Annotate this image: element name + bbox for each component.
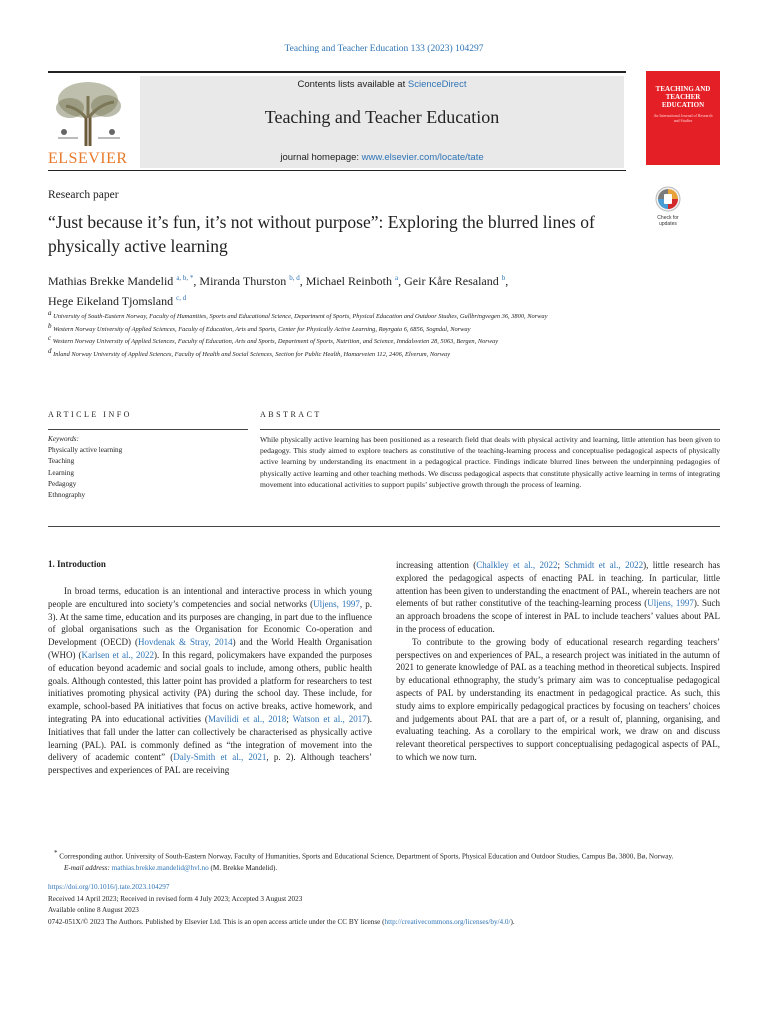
email-link[interactable]: mathias.brekke.mandelid@hvl.no bbox=[111, 863, 209, 872]
affiliation-text: Inland Norway University of Applied Sciences, Faculty of Health and Social Sciences, Section for Public Health, Hamarveien 112, 2406, Elverum, Norway bbox=[53, 351, 451, 358]
citation-link[interactable]: Daly-Smith et al., 2021 bbox=[173, 752, 267, 763]
paper-type: Research paper bbox=[48, 189, 119, 201]
keyword-item: Ethnography bbox=[48, 491, 86, 500]
affiliation-marker: a bbox=[48, 309, 52, 317]
author-affiliation-marker[interactable]: a, b, * bbox=[176, 274, 194, 282]
paragraph-text: ), little research has explored the pedagogical aspects of enacting PAL in teaching. In particular, little attention has been given to understanding the enactment of PAL, wherein teachers are not elements of but rather constitutive of the teaching-learning process ( bbox=[396, 560, 720, 609]
author-list: Mathias Brekke Mandelid $^{a, b, *}$, Miranda Thurston $^{b, d}$, Michael Reinboth $^a$, Geir Kåre Resaland $^b$, Hege Eikeland Tjomsland $^{c, d}$ bbox=[48, 274, 509, 308]
paragraph-text: , p. 2). Although teachers’ perspectives and experiences of PAL are receiving bbox=[48, 752, 372, 776]
affiliation-item bbox=[48, 322, 628, 335]
affiliation-text: Western Norway University of Applied Sciences, Faculty of Education, Arts and Sports, Department of Sports, Nutrition, and Science, Inndalsveien 28, 5063, Bergen, Norway bbox=[52, 338, 499, 346]
affiliation-item bbox=[48, 347, 628, 360]
doi-link[interactable]: https://doi.org/10.1016/j.tate.2023.104297 bbox=[48, 883, 170, 892]
email-label: E-mail address: bbox=[64, 863, 110, 872]
citation-link[interactable]: Karlsen et al., 2022 bbox=[81, 649, 154, 660]
footnote-marker: * bbox=[54, 849, 58, 857]
author-name: Mathias Brekke Mandelid bbox=[48, 274, 174, 288]
paper-title: “Just because it’s fun, it’s not without purpose”: Exploring the blurred lines of physically active learning bbox=[48, 212, 595, 256]
citation-link[interactable]: Schmidt et al., 2022 bbox=[564, 560, 644, 570]
cover-subtitle: An International Journal of Research and Studies bbox=[653, 113, 713, 123]
abstract-heading: ABSTRACT bbox=[260, 410, 322, 419]
body-column-right bbox=[396, 559, 720, 764]
keyword-item: Pedagogy bbox=[48, 479, 77, 488]
email-suffix: (M. Brekke Mandelid). bbox=[208, 863, 278, 872]
affiliation-text: University of South-Eastern Norway, Faculty of Humanities, Sports and Educational Science, Department of Sports, Physical Education and Outdoor Studies, Gullbringvegen 36, 3800, Norway bbox=[53, 313, 548, 321]
homepage-prefix: journal homepage: bbox=[280, 152, 362, 163]
elsevier-wordmark: ELSEVIER bbox=[48, 150, 128, 167]
paragraph-text: ; bbox=[557, 560, 565, 570]
keywords-label: Keywords: bbox=[48, 435, 79, 443]
paragraph-text: In broad terms, education is an intentional and interactive process in which young people are encultured into society’s competencies and social networks ( bbox=[48, 586, 372, 609]
email-note bbox=[48, 863, 720, 875]
paragraph bbox=[396, 559, 720, 636]
affiliation-item bbox=[48, 309, 628, 322]
copyright-line bbox=[48, 917, 720, 929]
journal-cover-thumbnail bbox=[646, 71, 720, 165]
affiliation-marker: b bbox=[48, 321, 52, 330]
affiliation-marker: c bbox=[48, 334, 52, 343]
corresponding-author-note bbox=[48, 848, 720, 863]
affiliations bbox=[48, 309, 628, 360]
paragraph-text: ). In this regard, policymakers have expanded the purposes of education beyond academic and social goals to include, among others, public health goals. Although contested, this latter point has provided a platform for researchers to test initiatives promoting physical activity (PA) during the school day. These include, for example, school-based PA initiatives that focus on active breaks, active homework, and integrating PA into educational activities ( bbox=[48, 649, 372, 724]
keywords-block bbox=[48, 434, 122, 501]
affiliation-text: Western Norway University of Applied Sciences, Faculty of Education, Arts and Sports, Center for Physically Active Learning, Røyrgata 6, 6856, Sogndal, Norway bbox=[53, 325, 471, 333]
header-rule-top bbox=[48, 71, 626, 73]
cover-title: TEACHING AND TEACHER EDUCATION bbox=[655, 85, 711, 109]
citation-link[interactable]: Uljens, 1997 bbox=[313, 598, 360, 609]
abstract-end-rule bbox=[48, 526, 720, 527]
check-for-updates-label: Check for updates bbox=[657, 215, 679, 227]
footnotes bbox=[48, 848, 720, 928]
contents-availability bbox=[140, 79, 624, 90]
license-link[interactable]: http://creativecommons.org/licenses/by/4.0/ bbox=[384, 917, 511, 926]
paragraph-text: , p. 3). At the same time, education and its purposes are changing, in part due to the influence of global organisations such as the Organisation for Economic Co-operation and Development (OECD) ( bbox=[48, 598, 372, 648]
abstract-text: While physically active learning has been positioned as a research field that deals with physical activity and learning, little attention has been given to pedagogy. This study aimed to explore teachers as constitutive of the teaching-learning process and conceptualise pedagogical aspects of physically active learning by understanding its enactment in a pedagogical practice. Findings indicate blurred lines between the underpinning pedagogies of physically active learning and other teaching methods. We discuss pedagogical aspects that constitute physically active learning in terms of integrating movement into educational activities to support pupils’ subjective growth through the process of learning. bbox=[260, 435, 720, 489]
author-affiliation-marker[interactable]: c, d bbox=[176, 294, 187, 302]
abstract-rule bbox=[260, 429, 720, 430]
header-rule-bottom bbox=[48, 170, 626, 171]
journal-title: Teaching and Teacher Education bbox=[264, 107, 500, 127]
paragraph-text: To contribute to the growing body of educational research regarding teachers’ perspectives on and experiences of PAL, a research project was initiated in the autumn of 2021 to generate knowledge of PAL as a teaching method in theoretical subjects. Inspired by educational ethnography, the study’s primary aim was to conceptualise pedagogical aspects of PAL by understanding its enactment in pedagogical practice. As such, this study aims to explore empirically pedagogical practices by focusing on teachers’ choices and judgements about PAL that are a part of, or a result of, planning, organising, and evaluating teaching. As a corollary to the empirical work, we draw on and discuss relevant theoretical perspectives to support conceptualising pedagogical aspects of PAL, to which we now turn. bbox=[396, 636, 720, 762]
author-affiliation-marker[interactable]: a bbox=[395, 274, 399, 282]
copyright-text: 0742-051X/© 2023 The Authors. Published by Elsevier Ltd. This is an open access article under the CC BY license ( bbox=[48, 917, 385, 926]
sciencedirect-link[interactable]: ScienceDirect bbox=[407, 79, 467, 90]
homepage-link[interactable]: www.elsevier.com/locate/tate bbox=[361, 152, 484, 163]
check-for-updates-icon bbox=[648, 185, 688, 215]
citation-link[interactable]: Hovdenak & Stray, 2014 bbox=[137, 637, 233, 648]
author-name: Miranda Thurston bbox=[199, 274, 287, 288]
journal-homepage bbox=[140, 152, 624, 163]
body-column-left bbox=[48, 585, 372, 777]
contents-prefix: Contents lists available at bbox=[297, 79, 408, 90]
affiliation-item bbox=[48, 334, 628, 347]
history-dates: Received 14 April 2023; Received in revised form 4 July 2023; Accepted 3 August 2023 bbox=[48, 894, 303, 903]
author-name: Geir Kåre Resaland bbox=[404, 274, 499, 288]
section-heading-introduction: 1. Introduction bbox=[48, 559, 106, 569]
corresponding-author-text: Corresponding author. University of South-Eastern Norway, Faculty of Humanities, Sports and Educational Science, Department of Sports, Physical Education and Outdoor Studies, Campus Bø, 3800, Bø, Norway. bbox=[59, 852, 674, 861]
paragraph bbox=[396, 636, 720, 764]
citation-link[interactable]: Chalkley et al., 2022 bbox=[476, 560, 558, 570]
citation-link[interactable]: Uljens, 1997 bbox=[647, 598, 694, 609]
keyword-item: Learning bbox=[48, 468, 74, 477]
article-info-rule bbox=[48, 429, 248, 430]
journal-reference[interactable]: Teaching and Teacher Education 133 (2023) 104297 bbox=[284, 44, 484, 54]
paragraph-text: ). Initiatives that fall under the latter can collectively be characterised as physically active learning (PAL). PAL is commonly defined as “the integration of movement into the delivery of academic content” ( bbox=[48, 713, 372, 763]
author-name: Michael Reinboth bbox=[305, 274, 393, 288]
paragraph-text: increasing attention ( bbox=[396, 560, 477, 570]
paragraph-text: ; bbox=[286, 713, 293, 724]
keyword-item: Physically active learning bbox=[48, 446, 123, 455]
keyword-item: Teaching bbox=[48, 457, 75, 466]
check-for-updates-button[interactable] bbox=[648, 185, 688, 229]
available-online: Available online 8 August 2023 bbox=[48, 906, 139, 915]
author-affiliation-marker[interactable]: b bbox=[501, 274, 506, 282]
affiliation-marker: d bbox=[48, 346, 52, 355]
paragraph bbox=[48, 585, 372, 777]
copyright-end: ). bbox=[510, 917, 515, 926]
paragraph-text: ) and the World Health Organisation (WHO) ( bbox=[48, 637, 372, 660]
author-name: Hege Eikeland Tjomsland bbox=[48, 294, 174, 308]
paragraph-text: ). Such an approach broadens the scope of interest in PAL to include teachers’ values about PAL in the process of education. bbox=[396, 598, 720, 634]
author-affiliation-marker[interactable]: b, d bbox=[289, 274, 300, 282]
citation-link[interactable]: Mavilidi et al., 2018 bbox=[207, 713, 287, 724]
citation-link[interactable]: Watson et al., 2017 bbox=[292, 713, 367, 724]
article-info-heading: ARTICLE INFO bbox=[48, 410, 132, 419]
